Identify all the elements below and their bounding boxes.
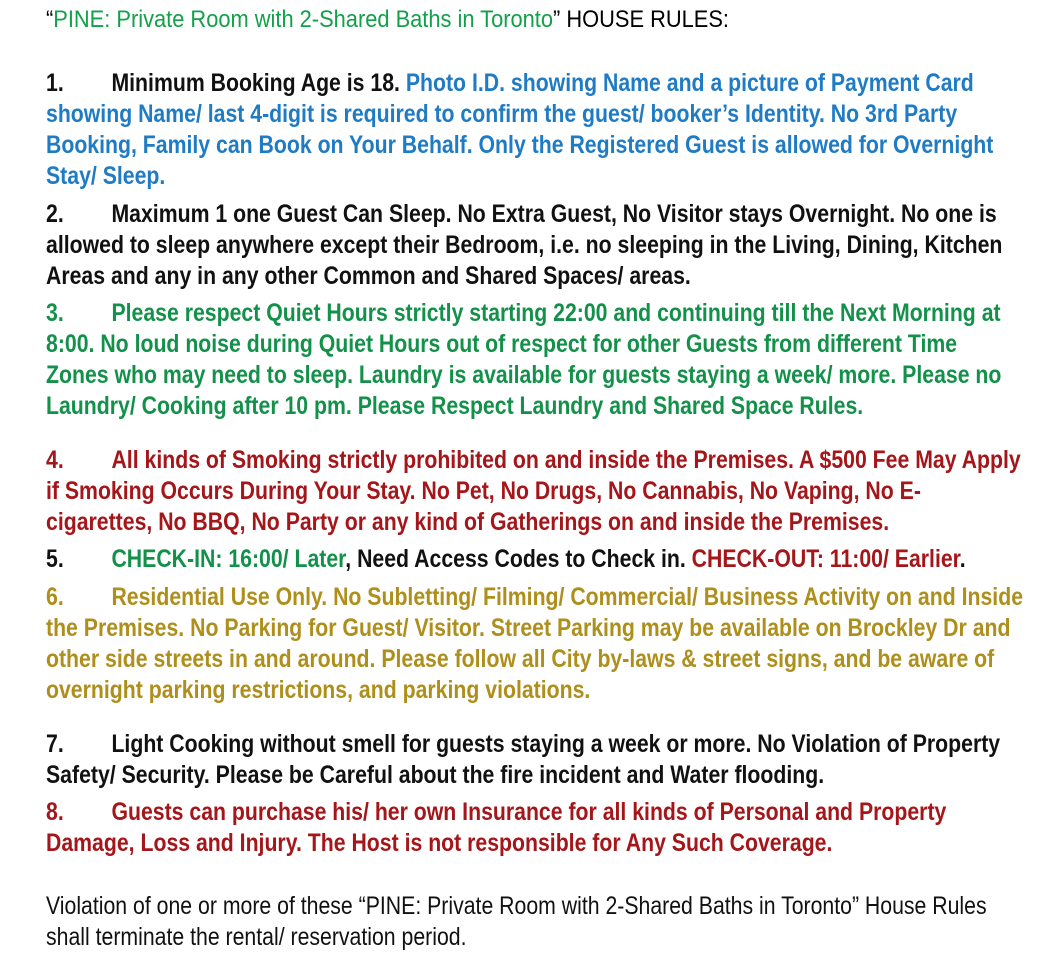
rule-text: Guests can purchase his/ her own Insurance for all kinds of Personal and Property Damage, Loss and Injury. The Host is not responsible for Any Such Coverage. <box>46 798 947 857</box>
rule-1 <box>46 68 1024 192</box>
rule-4 <box>46 445 1024 538</box>
rule-text: Residential Use Only. No Subletting/ Filming/ Commercial/ Business Activity on and Inside the Premises. No Parking for Guest/ Visitor. Street Parking may be available on Brockley Dr and other side streets in and around. Please follow all City by-laws & street signs, and be aware of overnight parking restrictions, and parking violations. <box>46 583 1024 704</box>
rule-text: Photo I.D. showing Name and a picture of Payment Card showing Name/ last 4-digit is required to confirm the guest/ booker’s Identity. No 3rd Party Booking, Family can Book on Your Behalf. Only the Registered Guest is allowed for Overnight Stay/ Sleep. <box>46 69 994 190</box>
rule-number: 8. <box>46 798 64 826</box>
rule-text: , Need Access Codes to Check in. <box>345 545 692 573</box>
rule-5 <box>46 544 1024 575</box>
rule-number: 1. <box>46 69 64 97</box>
checkin-time: CHECK-IN: 16:00/ Later <box>111 545 346 573</box>
rule-text: Maximum 1 one Guest Can Sleep. No Extra Guest, No Visitor stays Overnight. No one is allowed to sleep anywhere except their Bedroom, i.e. no sleeping in the Living, Dining, Kitchen Areas and any in any other Common and Shared Spaces/ areas. <box>46 200 1003 290</box>
listing-name: PINE: Private Room with 2-Shared Baths in Toronto <box>53 6 554 33</box>
rule-number: 5. <box>46 545 64 573</box>
rule-text: All kinds of Smoking strictly prohibited on and inside the Premises. A $500 Fee May Apply if Smoking Occurs During Your Stay. No Pet, No Drugs, No Cannabis, No Vaping, No E-cigarettes, No BBQ, No Party or any kind of Gatherings on and inside the Premises. <box>46 446 1021 536</box>
rule-6 <box>46 582 1024 706</box>
rule-number: 3. <box>46 299 64 327</box>
rule-end: . <box>959 545 966 573</box>
rule-number: 6. <box>46 583 64 611</box>
page-title <box>46 4 729 36</box>
rule-text: Please respect Quiet Hours strictly starting 22:00 and continuing till the Next Morning at 8:00. No loud noise during Quiet Hours out of respect for other Guests from different Time Zones who may need to sleep. Laundry is available for guests staying a week/ more. Please no Laundry/ Cooking after 10 pm. Please Respect Laundry and Shared Space Rules. <box>46 299 1002 420</box>
title-house-rules: ” HOUSE RULES: <box>553 6 729 33</box>
title-quote-open: “ <box>46 6 54 33</box>
violation-note: Violation of one or more of these “PINE: Private Room with 2-Shared Baths in Toronto” House Rules shall terminate the rental/ reservation period. <box>46 892 987 951</box>
rule-7 <box>46 729 1024 791</box>
checkout-time: CHECK-OUT: 11:00/ Earlier <box>691 545 960 573</box>
rule-number: 7. <box>46 730 64 758</box>
rule-3 <box>46 298 1024 422</box>
rule-text: Light Cooking without smell for guests staying a week or more. No Violation of Property Safety/ Security. Please be Careful about the fire incident and Water flooding. <box>46 730 1001 789</box>
rule-number: 4. <box>46 446 64 474</box>
rule-number: 2. <box>46 200 64 228</box>
rule-8 <box>46 797 1024 859</box>
rule-lead: Minimum Booking Age is 18. <box>111 69 400 97</box>
rule-2 <box>46 199 1024 292</box>
